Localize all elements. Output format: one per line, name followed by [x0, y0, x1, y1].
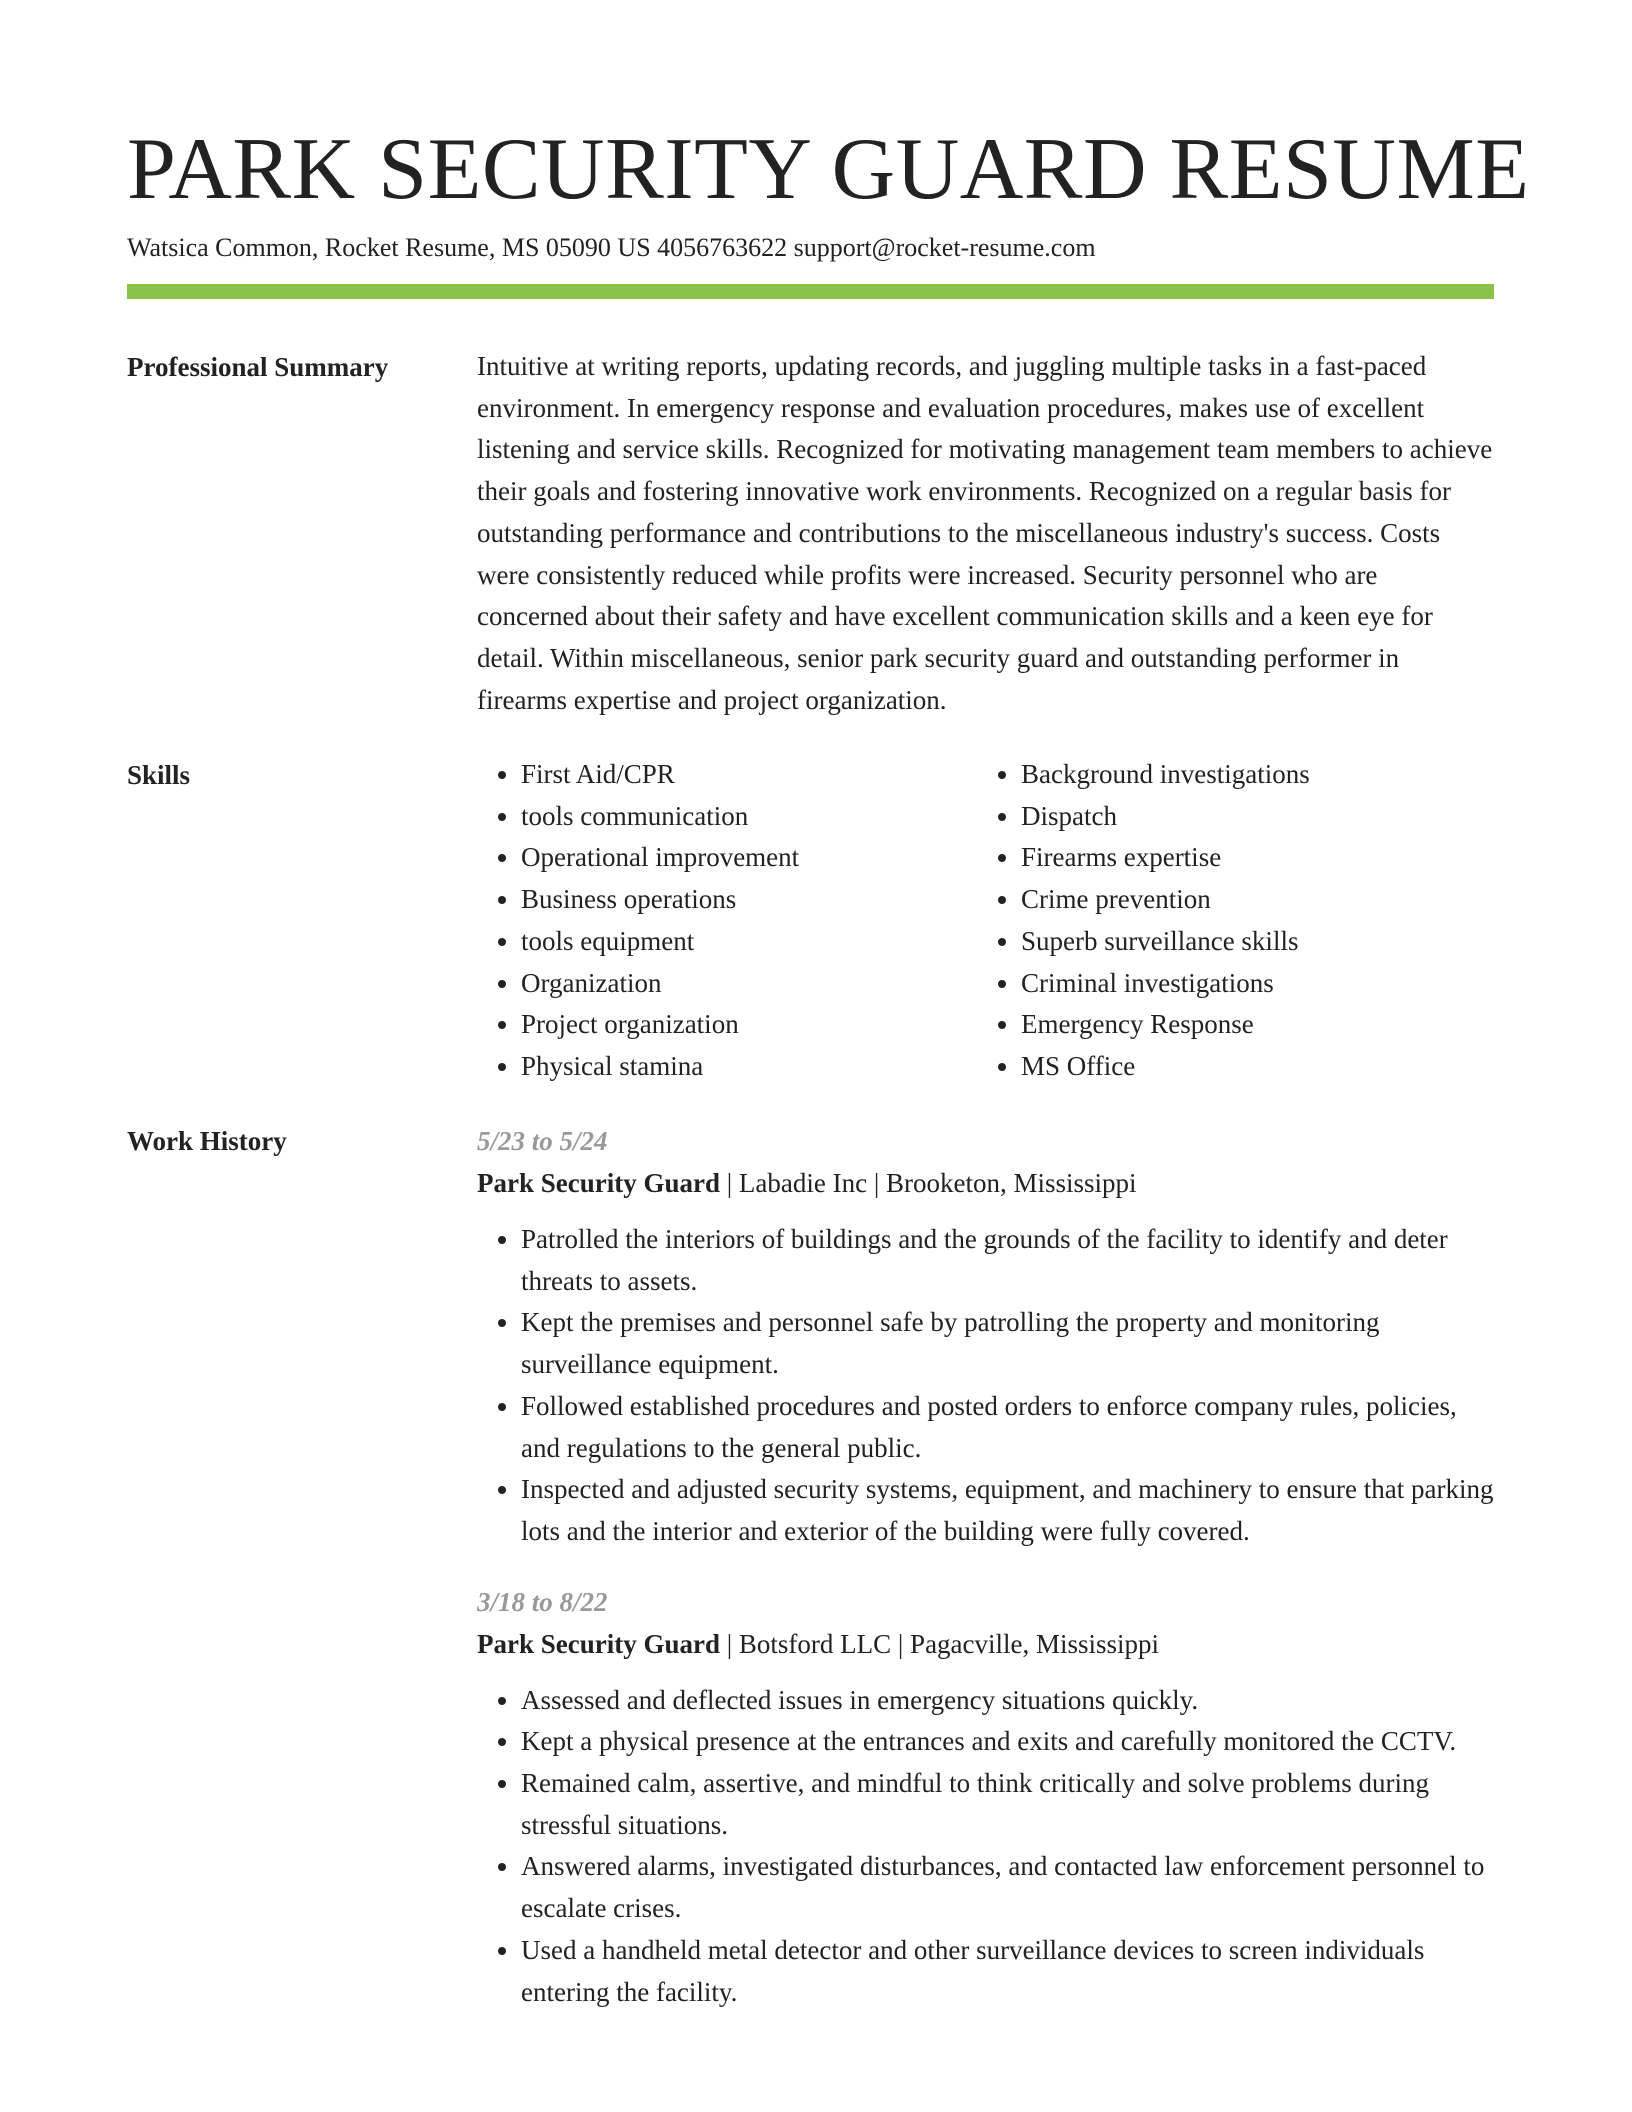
job-dates: 3/18 to 8/22 [477, 1586, 608, 1617]
skill-item: • Operational improvement [521, 837, 977, 879]
job-employer-location: | Botsford LLC | Pagacville, Mississippi [720, 1628, 1160, 1659]
job-bullet: • Used a handheld metal detector and other surveillance devices to screen individuals entering the facility. [521, 1930, 1494, 2013]
skills-body [477, 754, 1494, 1088]
skill-item: • Superb surveillance skills [1021, 921, 1477, 963]
summary-text: Intuitive at writing reports, updating records, and juggling multiple tasks in a fast-paced environment. In emergency response and evaluation procedures, makes use of excellent listening and service skills. Recognized for motivating management team members to achieve their goals and fostering innovative work environments. Recognized on a regular basis for outstanding performance and contributions to the miscellaneous industry's success. Costs were consistently reduced while profits were increased. Security personnel who are concerned about their safety and have excellent communication skills and a keen eye for detail. Within miscellaneous, senior park security guard and outstanding performer in firearms expertise and project organization. [477, 351, 1493, 715]
job-bullet-list [477, 1680, 1494, 2014]
job-entry [477, 1581, 1494, 2014]
job-employer-location: | Labadie Inc | Brooketon, Mississippi [720, 1168, 1137, 1198]
skill-item: • MS Office [1021, 1046, 1477, 1088]
skills-list-left [477, 754, 977, 1088]
job-bullet-list [477, 1219, 1494, 1553]
work-history-body [477, 1120, 1494, 2041]
summary-label: Professional Summary [127, 352, 389, 382]
skills-label: Skills [127, 760, 191, 790]
job-bullet: • Assessed and deflected issues in emergency situations quickly. [521, 1680, 1494, 1722]
skill-item: • Criminal investigations [1021, 963, 1477, 1005]
contact-line: Watsica Common, Rocket Resume, MS 05090 US 4056763622 support@rocket-resume.com [127, 233, 1096, 262]
skill-item: • Dispatch [1021, 796, 1477, 838]
job-heading [477, 1162, 1494, 1204]
skill-item: • Firearms expertise [1021, 837, 1477, 879]
skill-item: • Emergency Response [1021, 1004, 1477, 1046]
skills-columns [477, 754, 1494, 1088]
skill-item: • First Aid/CPR [521, 754, 977, 796]
job-bullet: • Kept a physical presence at the entrances and exits and carefully monitored the CCTV. [521, 1721, 1494, 1763]
skill-item: • Crime prevention [1021, 879, 1477, 921]
skill-item: • tools communication [521, 796, 977, 838]
skill-item: • Background investigations [1021, 754, 1477, 796]
skill-item: • Physical stamina [521, 1046, 977, 1088]
header-divider [127, 284, 1494, 299]
job-bullet: • Followed established procedures and posted orders to enforce company rules, policies, and regulations to the general public. [521, 1386, 1494, 1469]
summary-body [477, 346, 1494, 721]
job-bullet: • Inspected and adjusted security systems, equipment, and machinery to ensure that parking lots and the interior and exterior of the building were fully covered. [521, 1469, 1494, 1552]
skills-list-right [977, 754, 1477, 1088]
job-title: Park Security Guard [477, 1168, 720, 1198]
job-entry [477, 1120, 1494, 1553]
skill-item: • tools equipment [521, 921, 977, 963]
job-heading [477, 1623, 1494, 1665]
skill-item: • Business operations [521, 879, 977, 921]
skill-item: • Organization [521, 963, 977, 1005]
job-bullet: • Remained calm, assertive, and mindful to think critically and solve problems during stressful situations. [521, 1763, 1494, 1846]
job-bullet: • Patrolled the interiors of buildings and the grounds of the facility to identify and deter threats to assets. [521, 1219, 1494, 1302]
job-dates: 5/23 to 5/24 [477, 1126, 608, 1156]
work-history-label: Work History [127, 1126, 287, 1156]
skill-item: • Project organization [521, 1004, 977, 1046]
job-title: Park Security Guard [477, 1628, 720, 1659]
job-bullet: • Kept the premises and personnel safe by patrolling the property and monitoring surveillance equipment. [521, 1302, 1494, 1385]
job-bullet: • Answered alarms, investigated disturbances, and contacted law enforcement personnel to escalate crises. [521, 1846, 1494, 1929]
resume-title: PARK SECURITY GUARD RESUME [127, 121, 1530, 218]
